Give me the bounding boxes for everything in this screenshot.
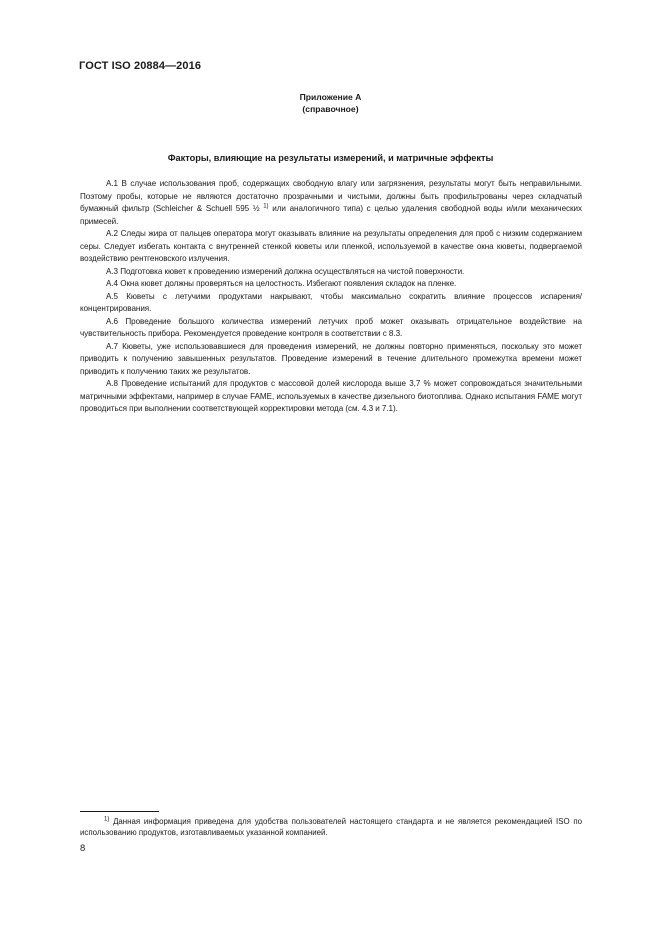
appendix-body	[80, 178, 582, 416]
paragraph-a4: А.4 Окна кювет должны проверяться на целостность. Избегают появления складок на пленке.	[106, 279, 457, 288]
paragraph-a8: А.8 Проведение испытаний для продуктов с массовой долей кислорода выше 3,7 % может сопровождаться значительными матричными эффектами, например в случае FAME, используемых в качестве дизельного биотоплива. Однако испытания FAME могут проводиться при выполнении соответствующей корректировки метода (см. 4.3 и 7.1).	[80, 379, 582, 413]
paragraph-a1-tail: или аналогичного типа) с целью удаления свободной воды и/или механических примесей.	[80, 204, 582, 226]
paragraph-a2: А.2 Следы жира от пальцев оператора могут оказывать влияние на результаты определения для проб с низким содержанием серы. Следует избегать контакта с внутренней стенкой кюветы или пленкой, используемой в качестве окна кюветы, подвергаемой воздействию рентгеновского излучения.	[80, 229, 582, 263]
footnote-reference: 1)	[263, 203, 269, 210]
appendix-subtitle: (справочное)	[302, 104, 359, 114]
footnote	[80, 816, 582, 838]
footnote-marker: 1)	[104, 816, 110, 823]
paragraph-a5: А.5 Кюветы с летучими продуктами накрывают, чтобы максимально сократить влияние процессов испарения/концентрирования.	[80, 291, 582, 313]
appendix-title: Приложение А	[299, 92, 362, 102]
footnote-text: Данная информация приведена для удобства пользователей настоящего стандарта и не является рекомендацией ISO по использованию продуктов, изготавливаемых указанной компанией.	[80, 817, 582, 837]
footnote-separator	[80, 811, 159, 812]
appendix-heading	[0, 91, 661, 115]
paragraph-a7: А.7 Кюветы, уже использовавшиеся для проведения измерений, не должны повторно применяться, поскольку это может приводить к получению завышенных результатов. Проведение измерений в течение длительного промежутка времени может приводить к получению таких же результатов.	[80, 341, 582, 376]
page-number: 8	[80, 843, 86, 854]
paragraph-a1-main: А.1 В случае использования проб, содержащих свободную влагу или загрязнения, результаты могут быть неправильными. Поэтому пробы, которые не являются достаточно прозрачными и чистыми, должны быть профильтрованы через складчатый бумажный фильтр (Schleicher & Schuell 595 ½	[80, 179, 582, 213]
paragraph-a6: А.6 Проведение большого количества измерений летучих проб может оказывать отрицательное воздействие на чувствительность прибора. Рекомендуется проведение контроля в соответствии с 8.3.	[80, 316, 582, 338]
document-code-header: ГОСТ ISO 20884—2016	[79, 60, 202, 72]
paragraph-a1	[80, 178, 582, 228]
section-title: Факторы, влияющие на результаты измерений, и матричные эффекты	[167, 153, 494, 163]
paragraph-a3: А.3 Подготовка кювет к проведению измерений должна осуществляться на чистой поверхности.	[106, 266, 465, 276]
